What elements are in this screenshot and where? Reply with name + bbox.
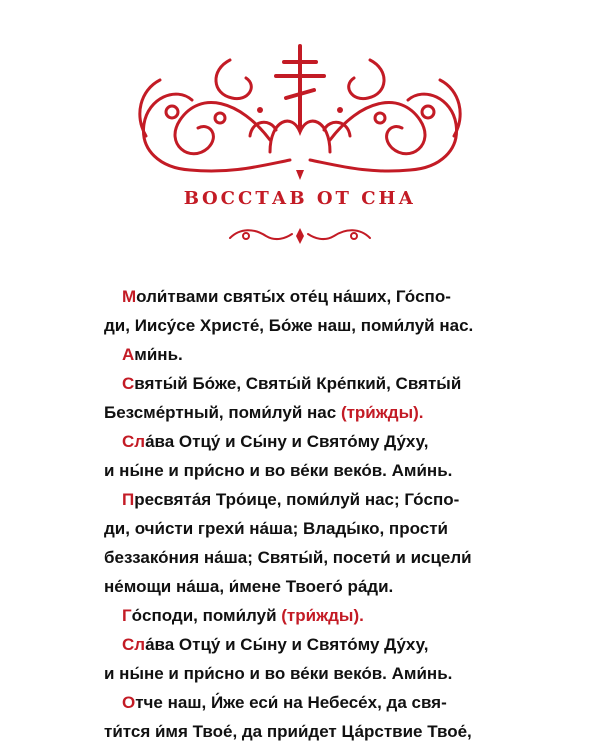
text-line: и ны́не и при́сно и во ве́ки веко́в. Ами́нь. [104,461,453,480]
red-initial: С [122,374,135,393]
text-line: Отче наш, И́же еси́ на Небесе́х, да свя- [122,693,447,712]
red-initial: Г [122,606,132,625]
text-line: не́мощи на́ша, и́мене Твоего́ ра́ди. [104,577,394,596]
text-line: и ны́не и при́сно и во ве́ки веко́в. Ами́нь. [104,664,453,683]
text-line: Пресвята́я Тро́ице, поми́луй нас; Го́спо- [122,490,460,509]
red-initial: Сл [122,432,146,451]
red-initial: П [122,490,135,509]
text-line: Сла́ва Отцу́ и Сы́ну и Свято́му Ду́ху, [122,635,429,654]
red-initial: Сл [122,635,146,654]
text-line: А ми́нь. [104,340,476,369]
red-initial: А [122,345,135,364]
text-line: ди, очи́сти грехи́ на́ша; Влады́ко, прости́ [104,519,448,538]
header-ornament [120,40,480,180]
text-line: Святы́й Бо́же, Святы́й Кре́пкий, Святы́й [122,374,462,393]
red-initial: О [122,693,136,712]
rubric-note: (три́жды). [340,403,424,422]
title-flourish [226,226,374,246]
text-line [104,282,476,311]
rubric-note: (три́жды). [281,606,364,625]
text-line: Сла́ва Отцу́ и Сы́ну и Свято́му Ду́ху, [122,432,429,451]
text-line: беззако́ния на́ша; Святы́й, посети́ и исцели́ [104,548,472,567]
red-initial: М [122,287,137,306]
text-line: Безсме́ртный, поми́луй нас (три́жды). [104,398,476,427]
text-line: ти́тся и́мя Твое́, да прии́дет Ца́рствие Твое́, [104,722,472,741]
prayer-text [104,282,476,746]
page-title: ВОССТАВ ОТ СНА [183,188,417,209]
text-line: ди, Иису́се Христе́, Бо́же наш, поми́луй нас. [104,316,474,335]
line-content: Моли́твами святы́х оте́ц на́ших, Го́спо- [122,287,451,306]
text-line: Г о́споди, поми́луй (три́жды). [104,601,476,630]
